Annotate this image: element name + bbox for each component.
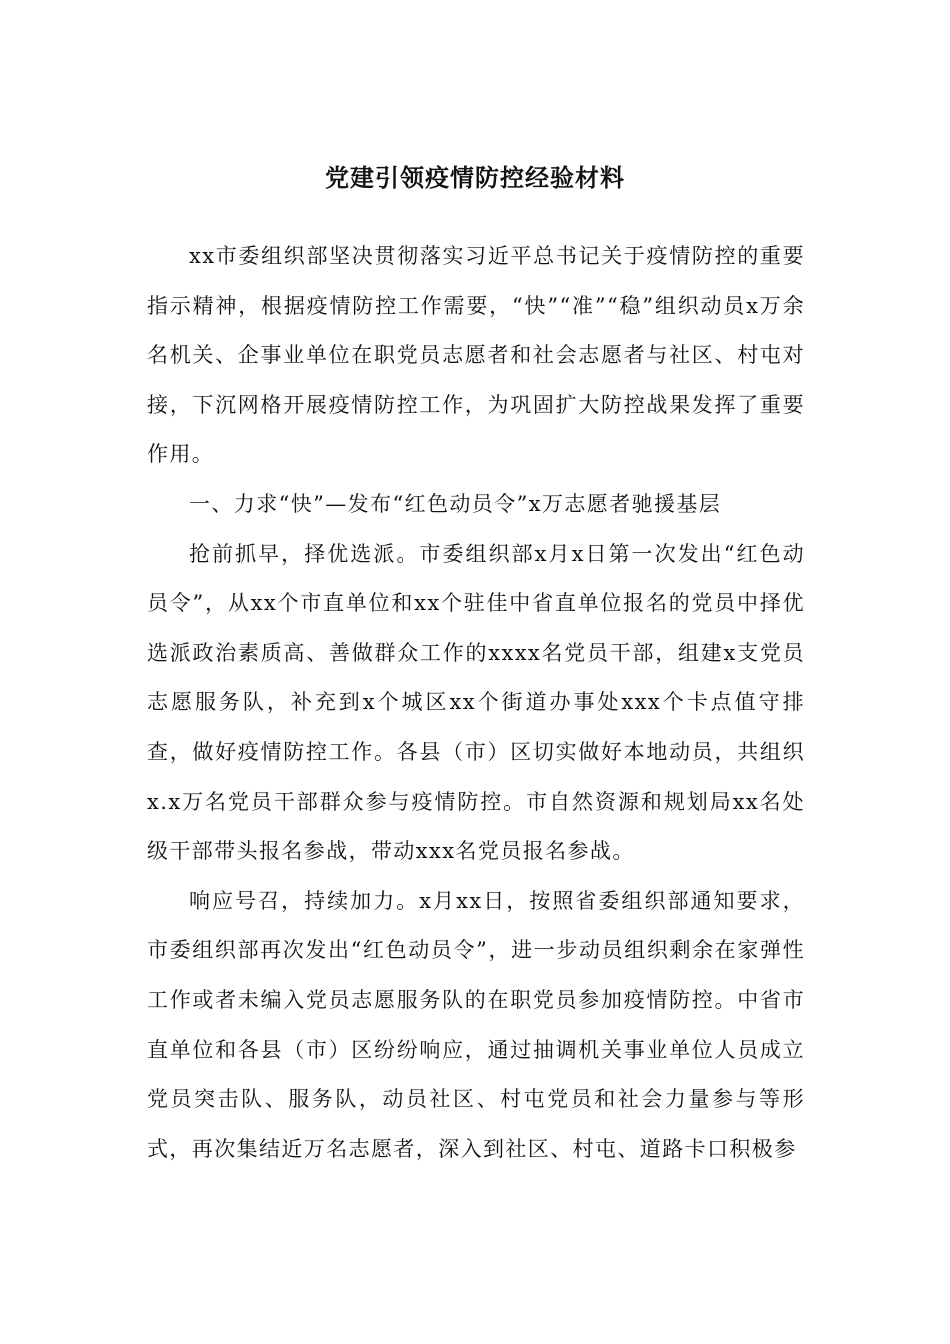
paragraph-intro: xx市委组织部坚决贯彻落实习近平总书记关于疫情防控的重要指示精神，根据疫情防控工作需要，“快”“准”“稳”组织动员x万余名机关、企事业单位在职党员志愿者和社会志愿者与社区、村屯对接，下沉网格开展疫情防控工作，为巩固扩大防控战果发挥了重要作用。 [147,244,805,467]
paragraph-section1-a: 抢前抓早，择优选派。市委组织部x月x日第一次发出“红色动员令”，从xx个市直单位和xx个驻佳中省直单位报名的党员中择优选派政治素质高、善做群众工作的xxxx名党员干部，组建x支党员志愿服务队，补充到x个城区xx个街道办事处xxx个卡点值守排查，做好疫情防控工作。各县（市）区切实做好本地动员，共组织x.x万名党员干部群众参与疫情防控。市自然资源和规划局xx名处级干部带头报名参战，带动xxx名党员报名参战。 [147,541,805,864]
section-heading-1: 一、力求“快”—发布“红色动员令”x万志愿者驰援基层 [189,491,722,516]
paragraph-section1-b: 响应号召，持续加力。x月xx日，按照省委组织部通知要求，市委组织部再次发出“红色动员令”，进一步动员组织剩余在家弹性工作或者未编入党员志愿服务队的在职党员参加疫情防控。中省市直单位和各县（市）区纷纷响应，通过抽调机关事业单位人员成立党员突击队、服务队，动员社区、村屯党员和社会力量参与等形式，再次集结近万名志愿者，深入到社区、村屯、道路卡口积极参 [147,888,805,1161]
document-body [147,232,805,1174]
document-title: 党建引领疫情防控经验材料 [325,163,625,192]
